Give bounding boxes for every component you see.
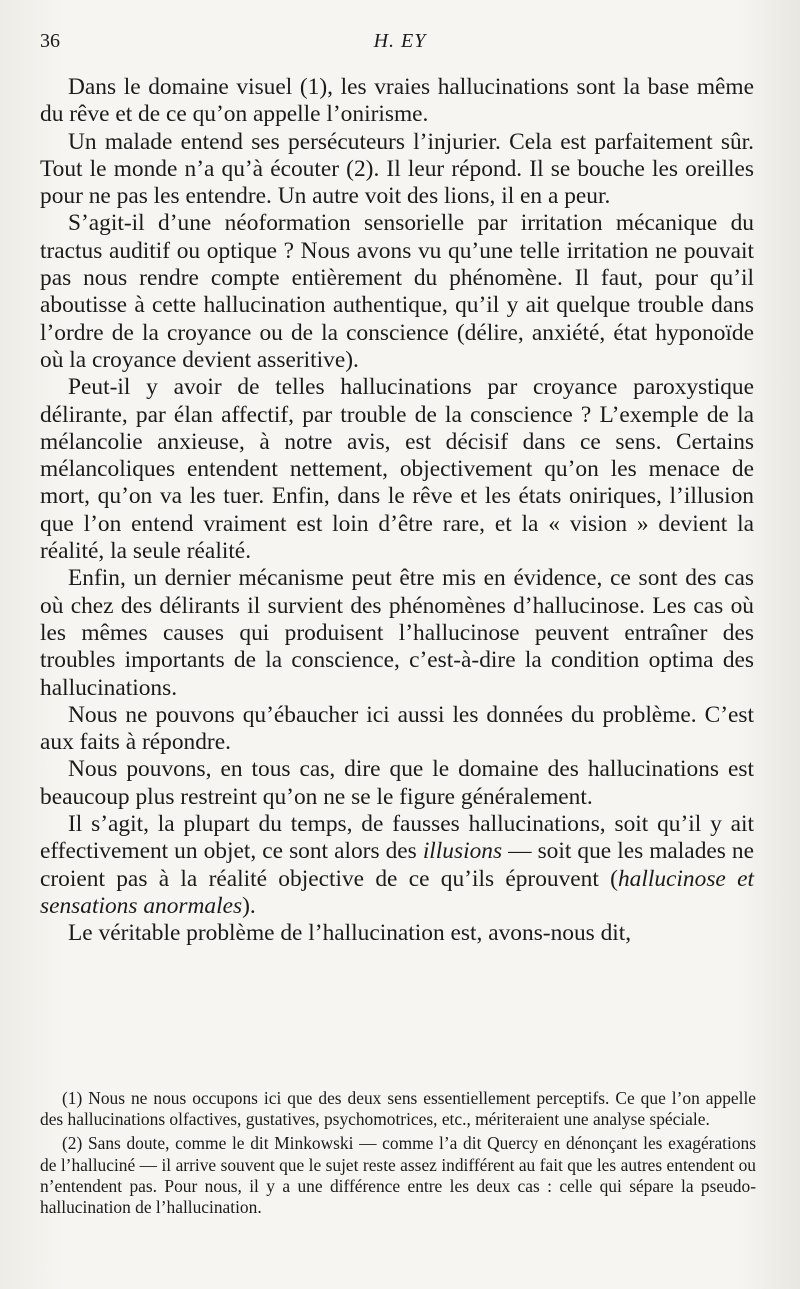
footnote-2: (2) Sans doute, comme le dit Minkowski — comme l’a dit Quercy en dénonçant les exagérations de l’halluciné — il arrive souvent que le sujet reste assez indifférent au fait que les autres entendent ou n’entendent pas. Pour nous, il y a une différence entre les deux cas : celle qui sépare la pseudo-hallucination de l’hallucination. <box>40 1133 756 1218</box>
running-head: H. EY <box>373 30 427 52</box>
paragraph: Dans le domaine visuel (1), les vraies hallucinations sont la base même du rêve et de ce qu’on appelle l’onirisme. <box>40 74 754 128</box>
body-text <box>40 74 754 948</box>
paragraph: Enfin, un dernier mécanisme peut être mis en évidence, ce sont des cas où chez des délirants il survient des phénomènes d’hallucinose. Les cas où les mêmes causes qui produisent l’hallucinose peuvent entraîner des troubles importants de la conscience, c’est-à-dire la condition optima des hallucinations. <box>40 565 754 701</box>
footnotes <box>40 1088 756 1218</box>
footnote-1: (1) Nous ne nous occupons ici que des deux sens essentiellement perceptifs. Ce que l’on appelle des hallucinations olfactives, gustatives, psychomotrices, etc., mériteraient une analyse spéciale. <box>40 1088 756 1130</box>
page-number: 36 <box>40 30 60 52</box>
paragraph: S’agit-il d’une néoformation sensorielle par irritation mécanique du tractus auditif ou optique ? Nous avons vu qu’une telle irritation ne pouvait pas nous rendre compte entièrement du phénomène. Il faut, pour qu’il aboutisse à cette hallucination authentique, qu’il y ait quelque trouble dans l’ordre de la croyance ou de la conscience (délire, anxiété, état hyponoïde où la croyance devient asseritive). <box>40 210 754 373</box>
paragraph: Peut-il y avoir de telles hallucinations par croyance paroxystique délirante, par élan affectif, par trouble de la conscience ? L’exemple de la mélancolie anxieuse, à notre avis, est décisif dans ce sens. Certains mélancoliques entendent nettement, objectivement qu’on les menace de mort, qu’on va les tuer. Enfin, dans le rêve et les états oniriques, l’illusion que l’on entend vraiment est loin d’être rare, et la « vision » devient la réalité, la seule réalité. <box>40 374 754 565</box>
paragraph: Nous pouvons, en tous cas, dire que le domaine des hallucinations est beaucoup plus restreint qu’on ne se le figure généralement. <box>40 756 754 810</box>
paragraph-illusions <box>40 811 754 920</box>
text-run: — soit que les malades ne croient pas à la réalité objective de ce qu’ils éprouvent ( <box>40 838 754 892</box>
paragraph-last: Le véritable problème de l’hallucination est, avons-nous dit, <box>68 920 632 947</box>
text-run: ). <box>242 892 256 919</box>
paragraph: Un malade entend ses persécuteurs l’injurier. Cela est parfaitement sûr. Tout le monde n’a qu’à écouter (2). Il leur répond. Il se bouche les oreilles pour ne pas les entendre. Un autre voit des lions, il en a peur. <box>40 128 754 210</box>
page-header <box>40 30 760 58</box>
emphasis-hallucinose: hallucinose et sensations anormales <box>40 865 754 919</box>
paragraph: Nous ne pouvons qu’ébaucher ici aussi les données du problème. C’est aux faits à répondre. <box>40 701 754 756</box>
text-run: Il s’agit, la plupart du temps, de fausses hallucinations, soit qu’il y ait effectivement un objet, ce sont alors des <box>40 811 754 865</box>
emphasis-illusions: illusions <box>422 838 503 865</box>
